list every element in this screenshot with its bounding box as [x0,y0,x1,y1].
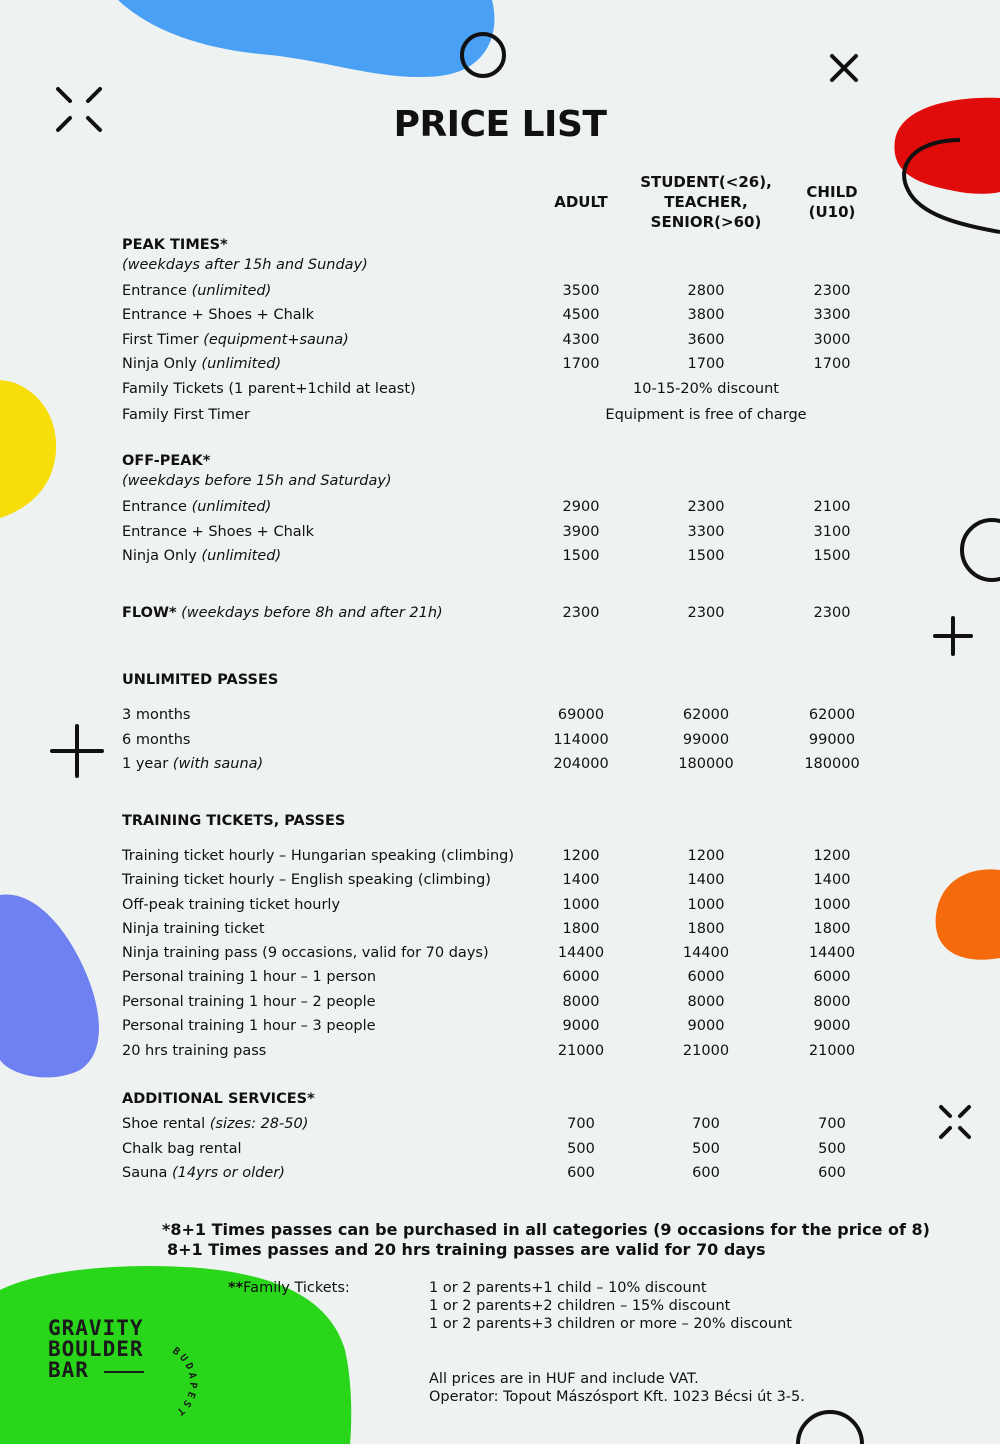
price-adult: 21000 [557,1043,605,1059]
price-child: 1000 [813,897,851,913]
price-student: 180000 [678,756,734,772]
price-adult: 3900 [562,524,600,540]
table-row [0,404,1000,426]
table-row [0,869,1000,891]
flow-subheading: (weekdays before 8h and after 21h) [176,605,443,621]
row-label-note: (equipment+sauna) [203,332,349,348]
row-label: Ninja training pass (9 occasions, valid for 70 days) [122,945,489,961]
row-label: 20 hrs training pass [122,1043,267,1059]
column-header-child [772,182,892,222]
price-student: 1700 [687,356,725,372]
price-student: 1400 [687,872,725,888]
row-label [122,1113,308,1135]
row-label [122,1138,242,1160]
row-label-text: Ninja Only [122,548,202,564]
price-adult: 8000 [562,994,600,1010]
section-subheading-offpeak: (weekdays before 15h and Saturday) [122,473,392,489]
price-adult: 14400 [557,945,605,961]
price-child: 2100 [813,499,851,515]
price-adult: 4500 [562,307,600,323]
price-adult: 1800 [562,921,600,937]
price-student: 21000 [682,1043,730,1059]
price-adult: 2900 [562,499,600,515]
table-row [0,545,1000,567]
row-label-text: Shoe rental [122,1116,210,1132]
row-label-text: Chalk bag rental [122,1141,242,1157]
price-student: 1200 [687,848,725,864]
price-student: 9000 [687,1018,725,1034]
circle-outline-icon [798,1412,862,1444]
row-label-note: (unlimited) [191,283,272,299]
price-student: 600 [692,1165,720,1181]
row-label-text: First Timer [122,332,204,348]
price-child: 500 [818,1141,846,1157]
row-label: Personal training 1 hour – 3 people [122,1018,376,1034]
section-heading-unlimited: UNLIMITED PASSES [122,672,279,688]
price-adult: 500 [567,1141,595,1157]
row-label-note: (with sauna) [172,756,264,772]
table-row [0,729,1000,751]
price-adult: 1700 [562,356,600,372]
section-heading-peak: PEAK TIMES* [122,237,228,253]
family-ticket-line: 1 or 2 parents+2 children – 15% discount [429,1298,731,1314]
table-row [0,704,1000,726]
price-child: 14400 [808,945,856,961]
column-header-adult-label: ADULT [554,193,608,211]
price-student: 1800 [687,921,725,937]
table-row [0,329,1000,351]
price-child: 1400 [813,872,851,888]
family-tickets-asterisks: ** [228,1280,244,1296]
table-row [0,521,1000,543]
footer-info [429,1370,805,1406]
price-child: 62000 [808,707,856,723]
family-ticket-line: 1 or 2 parents+1 child – 10% discount [429,1280,707,1296]
section-heading-additional: ADDITIONAL SERVICES* [122,1091,315,1107]
table-row [0,1162,1000,1184]
row-label-text: Entrance + Shoes + Chalk [122,307,315,323]
row-label [122,729,190,751]
price-adult: 3500 [562,283,600,299]
column-header-student [616,172,796,232]
price-child: 3000 [813,332,851,348]
flow-heading: FLOW* [122,605,177,621]
row-label: Off-peak training ticket hourly [122,897,341,913]
row-label: Training ticket hourly – Hungarian speaking (climbing) [122,848,515,864]
row-label: Personal training 1 hour – 2 people [122,994,376,1010]
family-tickets-details [429,1279,792,1333]
price-student: 3300 [687,524,725,540]
section-subheading-peak: (weekdays after 15h and Sunday) [122,257,368,273]
price-student: 700 [692,1116,720,1132]
table-row [0,1138,1000,1160]
table-row [0,1015,1000,1037]
price-student: 1500 [687,548,725,564]
table-row [0,280,1000,302]
price-adult: 1500 [562,548,600,564]
price-student: 500 [692,1141,720,1157]
row-label-text: 3 months [122,707,191,723]
price-adult: 204000 [553,756,609,772]
price-child: 1500 [813,548,851,564]
table-row [0,753,1000,775]
family-ticket-line: 1 or 2 parents+3 children or more – 20% discount [429,1316,792,1332]
price-student: 8000 [687,994,725,1010]
row-label [122,280,271,302]
price-child: 3300 [813,307,851,323]
price-adult: 6000 [562,969,600,985]
row-label [122,704,190,726]
price-student: 3800 [687,307,725,323]
budapest-ring-text [110,1338,200,1428]
family-discount-value: 10-15-20% discount [633,381,779,397]
row-label [122,1162,285,1184]
price-adult: 1000 [562,897,600,913]
row-label-note: (14yrs or older) [171,1165,285,1181]
row-label [122,521,314,543]
column-header-child-line: (U10) [808,203,856,221]
row-label: Family First Timer [122,407,250,423]
row-label: Ninja training ticket [122,921,265,937]
price-student: 62000 [682,707,730,723]
table-row [0,966,1000,988]
row-label [122,496,271,518]
column-header-student-line: TEACHER, [664,193,748,211]
table-row [0,918,1000,940]
logo-line: BAR [48,1358,89,1382]
table-row [0,942,1000,964]
table-row [0,1113,1000,1135]
table-row [0,353,1000,375]
row-label [122,753,263,775]
section-heading-training: TRAINING TICKETS, PASSES [122,813,346,829]
row-label-text: Entrance [122,499,192,515]
row-label-note: (unlimited) [201,356,282,372]
row-label-text: 1 year [122,756,173,772]
footnote-line: *8+1 Times passes can be purchased in all categories (9 occasions for the price of 8) [162,1220,930,1239]
price-child: 1700 [813,356,851,372]
price-child: 2300 [813,605,851,621]
price-student: 2300 [687,605,725,621]
column-header-student-line: SENIOR(>60) [650,213,762,231]
row-label [122,353,281,375]
price-child: 600 [818,1165,846,1181]
price-child: 21000 [808,1043,856,1059]
table-row [0,304,1000,326]
price-child: 3100 [813,524,851,540]
page-title: PRICE LIST [393,104,607,145]
row-label-text: 6 months [122,732,191,748]
operator-note: Operator: Topout Mászósport Kft. 1023 Bécsi út 3-5. [429,1389,805,1405]
price-adult: 4300 [562,332,600,348]
column-header-student-line: STUDENT(<26), [640,173,772,191]
price-adult: 2300 [562,605,600,621]
logo-line: BOULDER [48,1337,144,1361]
logo-line: GRAVITY [48,1316,144,1340]
vat-note: All prices are in HUF and include VAT. [429,1371,699,1387]
table-row [0,991,1000,1013]
price-child: 1800 [813,921,851,937]
row-label: Training ticket hourly – English speaking (climbing) [122,872,491,888]
table-row [0,845,1000,867]
family-first-timer-value: Equipment is free of charge [605,407,807,423]
price-adult: 600 [567,1165,595,1181]
row-label-text: Entrance [122,283,192,299]
table-row [0,1040,1000,1062]
price-child: 700 [818,1116,846,1132]
price-adult: 9000 [562,1018,600,1034]
price-adult: 114000 [553,732,609,748]
price-adult: 700 [567,1116,595,1132]
price-child: 6000 [813,969,851,985]
price-child: 2300 [813,283,851,299]
row-label: Personal training 1 hour – 1 person [122,969,377,985]
row-label: Family Tickets (1 parent+1child at least) [122,381,416,397]
family-tickets-label-text: Family Tickets: [243,1280,350,1296]
table-row [0,496,1000,518]
row-label-text: Sauna [122,1165,172,1181]
column-header-child-line: CHILD [806,183,858,201]
price-child: 8000 [813,994,851,1010]
price-child: 1200 [813,848,851,864]
footnote-line: 8+1 Times passes and 20 hrs training passes are valid for 70 days [167,1240,766,1259]
row-label [122,304,314,326]
price-student: 3600 [687,332,725,348]
ring-text: BUDAPEST [170,1345,199,1419]
price-adult: 1400 [562,872,600,888]
family-tickets-label [228,1279,350,1297]
row-label [122,545,281,567]
row-label-note: (unlimited) [201,548,282,564]
table-row [0,378,1000,400]
price-adult: 69000 [557,707,605,723]
row-label-text: Ninja Only [122,356,202,372]
price-child: 180000 [804,756,860,772]
row-label-note: (sizes: 28-50) [209,1116,309,1132]
price-student: 2800 [687,283,725,299]
row-label-text: Entrance + Shoes + Chalk [122,524,315,540]
price-student: 99000 [682,732,730,748]
price-adult: 1200 [562,848,600,864]
cross-icon [832,56,856,80]
blue-blob [118,0,494,77]
row-label-note: (unlimited) [191,499,272,515]
price-student: 6000 [687,969,725,985]
price-child: 99000 [808,732,856,748]
row-label [122,602,443,624]
price-student: 2300 [687,499,725,515]
price-student: 14400 [682,945,730,961]
row-label [122,329,349,351]
table-row [0,894,1000,916]
svg-text:BUDAPEST [170,1346,198,1419]
price-student: 1000 [687,897,725,913]
price-child: 9000 [813,1018,851,1034]
section-heading-offpeak: OFF-PEAK* [122,453,211,469]
table-row-flow [0,602,1000,624]
